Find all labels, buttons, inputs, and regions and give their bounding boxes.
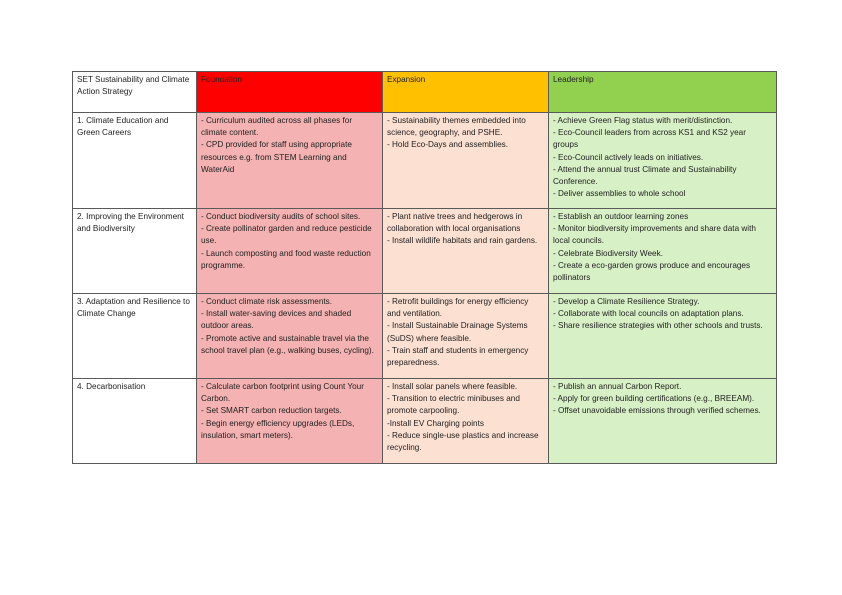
leadership-cell bbox=[549, 379, 777, 464]
list-item: - Launch composting and food waste reduction programme. bbox=[201, 248, 371, 270]
expansion-cell bbox=[383, 113, 549, 209]
list-item: - Transition to electric minibuses and promote carpooling. bbox=[387, 394, 520, 416]
list-item: - Monitor biodiversity improvements and share data with local councils. bbox=[553, 224, 756, 246]
header-expansion: Expansion bbox=[383, 72, 549, 113]
table-row bbox=[73, 209, 777, 294]
list-item: - Install wildlife habitats and rain gardens. bbox=[387, 236, 538, 246]
list-item: - Create a eco-garden grows produce and encourages pollinators bbox=[553, 260, 751, 283]
list-item: - Collaborate with local councils on adaptation plans. bbox=[553, 309, 744, 319]
list-item: - CPD provided for staff using appropriate resources e.g. from STEM Learning and WaterAid bbox=[201, 140, 352, 174]
list-item: - Sustainability themes embedded into science, geography, and PSHE. bbox=[387, 116, 526, 138]
list-item: - Install solar panels where feasible. bbox=[387, 382, 518, 391]
list-item: - Install Sustainable Drainage Systems (SuDS) where feasible. bbox=[387, 321, 528, 343]
list-item: - Create pollinator garden and reduce pesticide use. bbox=[201, 224, 372, 246]
list-item: - Calculate carbon footprint using Count Your Carbon. bbox=[201, 382, 364, 404]
row-label: 2. Improving the Environment and Biodiversity bbox=[73, 209, 197, 294]
list-item: -Install EV Charging points bbox=[387, 418, 484, 428]
strategy-table bbox=[72, 71, 777, 464]
list-item: - Conduct climate risk assessments. bbox=[201, 297, 333, 306]
list-item: - Set SMART carbon reduction targets. bbox=[201, 406, 342, 416]
expansion-cell bbox=[383, 209, 549, 294]
foundation-cell bbox=[197, 294, 383, 379]
list-item: - Deliver assemblies to whole school bbox=[553, 189, 686, 199]
row-label: 4. Decarbonisation bbox=[73, 379, 197, 464]
list-item: - Celebrate Biodiversity Week. bbox=[553, 248, 663, 258]
row-label: 1. Climate Education and Green Careers bbox=[73, 113, 197, 209]
expansion-cell bbox=[383, 379, 549, 464]
list-item: - Install water-saving devices and shaded outdoor areas. bbox=[201, 309, 352, 331]
expansion-cell bbox=[383, 294, 549, 379]
list-item: - Reduce single-use plastics and increase recycling. bbox=[387, 430, 539, 453]
list-item: - Achieve Green Flag status with merit/distinction. bbox=[553, 116, 733, 125]
list-item: - Attend the annual trust Climate and Sustainability Conference. bbox=[553, 164, 737, 187]
list-item: - Develop a Climate Resilience Strategy. bbox=[553, 297, 700, 306]
table-row bbox=[73, 379, 777, 464]
list-item: - Retrofit buildings for energy efficiency and ventilation. bbox=[387, 297, 529, 319]
leadership-cell bbox=[549, 209, 777, 294]
list-item: - Publish an annual Carbon Report. bbox=[553, 382, 682, 391]
list-item: - Apply for green building certifications (e.g., BREEAM). bbox=[553, 394, 755, 404]
list-item: - Eco-Council leaders from across KS1 and KS2 year groups bbox=[553, 128, 746, 150]
list-item: - Eco-Council actively leads on initiatives. bbox=[553, 152, 704, 162]
list-item: - Establish an outdoor learning zones bbox=[553, 212, 689, 221]
list-item: - Plant native trees and hedgerows in collaboration with local organisations bbox=[387, 212, 523, 234]
list-item: - Train staff and students in emergency preparedness. bbox=[387, 345, 529, 368]
list-item: - Hold Eco-Days and assemblies. bbox=[387, 140, 509, 150]
table-row bbox=[73, 294, 777, 379]
header-row bbox=[73, 72, 777, 113]
list-item: - Share resilience strategies with other schools and trusts. bbox=[553, 321, 763, 331]
header-leadership: Leadership bbox=[549, 72, 777, 113]
foundation-cell bbox=[197, 379, 383, 464]
table-title: SET Sustainability and Climate Action Strategy bbox=[73, 72, 197, 113]
foundation-cell bbox=[197, 209, 383, 294]
list-item: - Promote active and sustainable travel via the school travel plan (e.g., walking buses, cycling). bbox=[201, 333, 374, 355]
header-foundation: Foundation bbox=[197, 72, 383, 113]
list-item: - Begin energy efficiency upgrades (LEDs, insulation, smart meters). bbox=[201, 418, 355, 440]
table-row bbox=[73, 113, 777, 209]
list-item: - Conduct biodiversity audits of school sites. bbox=[201, 212, 361, 221]
leadership-cell bbox=[549, 294, 777, 379]
list-item: - Curriculum audited across all phases for climate content. bbox=[201, 116, 353, 138]
list-item: - Offset unavoidable emissions through verified schemes. bbox=[553, 406, 761, 416]
row-label: 3. Adaptation and Resilience to Climate Change bbox=[73, 294, 197, 379]
leadership-cell bbox=[549, 113, 777, 209]
foundation-cell bbox=[197, 113, 383, 209]
